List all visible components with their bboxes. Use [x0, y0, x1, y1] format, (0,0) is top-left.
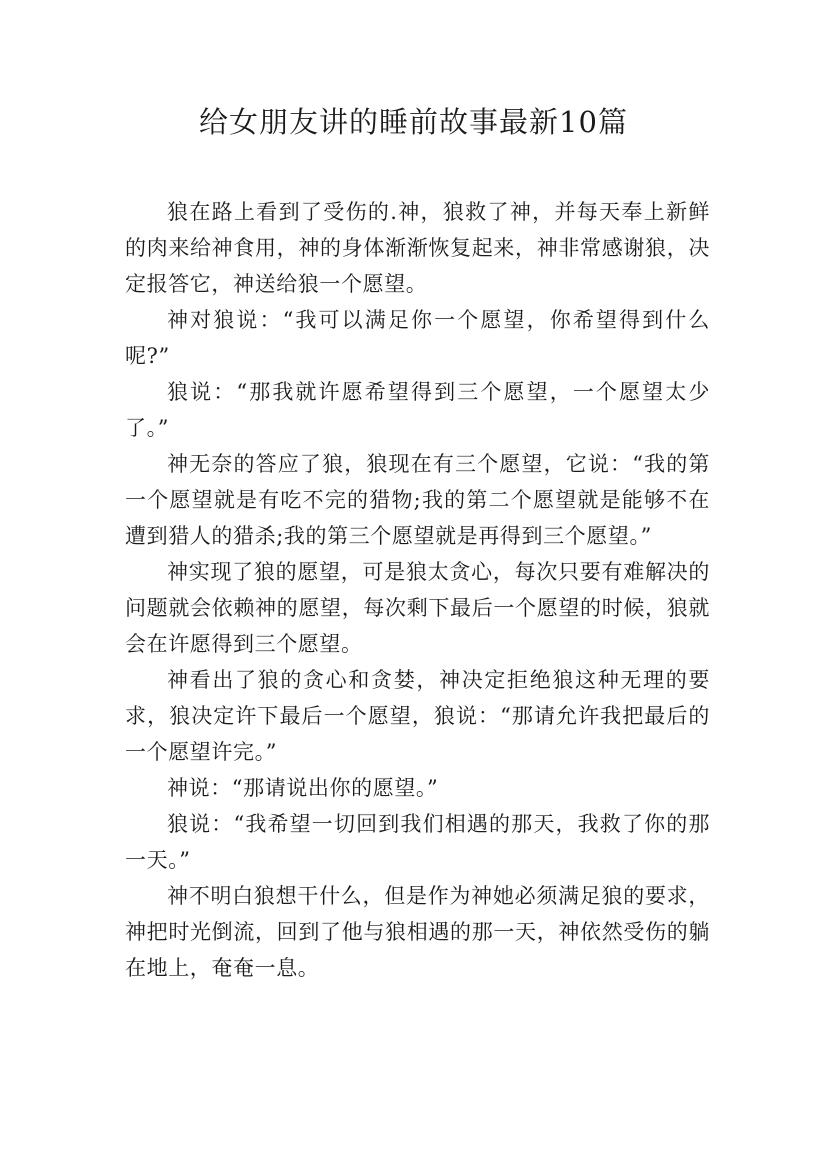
paragraph: 狼说：“我希望一切回到我们相遇的那天，我救了你的那一天。” [125, 812, 710, 872]
paragraph: 狼在路上看到了受伤的.神，狼救了神，并每天奉上新鲜的肉来给神食用，神的身体渐渐恢复起来，神非常感谢狼，决定报答它，神送给狼一个愿望。 [125, 200, 710, 296]
paragraph: 神不明白狼想干什么，但是作为神她必须满足狼的要求，神把时光倒流，回到了他与狼相遇的那一天，神依然受伤的躺在地上，奄奄一息。 [125, 884, 710, 980]
paragraph: 狼说：“那我就许愿希望得到三个愿望，一个愿望太少了。” [125, 380, 710, 440]
paragraph: 神实现了狼的愿望，可是狼太贪心，每次只要有难解决的问题就会依赖神的愿望，每次剩下最后一个愿望的时候，狼就会在许愿得到三个愿望。 [125, 560, 710, 656]
story-body [125, 194, 710, 986]
paragraph: 神说：“那请说出你的愿望。” [167, 776, 439, 800]
document-title: 给女朋友讲的睡前故事最新10篇 [199, 105, 628, 139]
paragraph: 神对狼说：“我可以满足你一个愿望，你希望得到什么呢?” [125, 308, 710, 368]
paragraph: 神看出了狼的贪心和贪婪，神决定拒绝狼这种无理的要求，狼决定许下最后一个愿望，狼说：“那请允许我把最后的一个愿望许完。” [125, 668, 710, 764]
paragraph: 神无奈的答应了狼，狼现在有三个愿望，它说：“我的第一个愿望就是有吃不完的猎物;我的第二个愿望就是能够不在遭到猎人的猎杀;我的第三个愿望就是再得到三个愿望。” [125, 452, 710, 548]
